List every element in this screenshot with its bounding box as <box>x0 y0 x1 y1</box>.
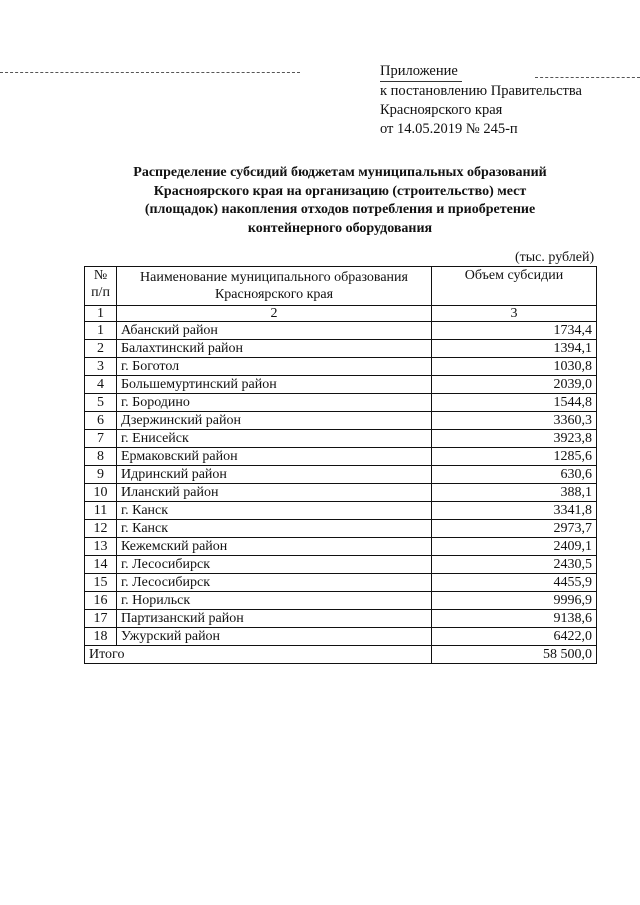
table-row <box>85 592 597 610</box>
table-row <box>85 520 597 538</box>
municipality-name: Ермаковский район <box>117 448 432 466</box>
table-row <box>85 412 597 430</box>
municipality-name: г. Боготол <box>117 358 432 376</box>
appendix-line: к постановлению Правительства <box>380 83 582 99</box>
table-row <box>85 556 597 574</box>
municipality-name: Кежемский район <box>117 538 432 556</box>
table-row <box>85 628 597 646</box>
municipality-name: Балахтинский район <box>117 340 432 358</box>
municipality-name: г. Бородино <box>117 394 432 412</box>
row-number: 17 <box>85 610 117 628</box>
subsidy-amount: 9996,9 <box>432 592 597 610</box>
table-row <box>85 574 597 592</box>
table-row <box>85 502 597 520</box>
row-number: 8 <box>85 448 117 466</box>
table-row <box>85 358 597 376</box>
subsidy-amount: 6422,0 <box>432 628 597 646</box>
subsidy-amount: 1734,4 <box>432 322 597 340</box>
row-number: 12 <box>85 520 117 538</box>
subsidy-amount: 3341,8 <box>432 502 597 520</box>
appendix-date-number: от 14.05.2019 № 245-п <box>380 121 518 137</box>
subsidy-amount: 3923,8 <box>432 430 597 448</box>
subsidy-amount: 3360,3 <box>432 412 597 430</box>
appendix-block <box>380 62 582 139</box>
row-number: 15 <box>85 574 117 592</box>
municipality-name: г. Норильск <box>117 592 432 610</box>
title-line: (площадок) накопления отходов потребления и приобретение <box>144 202 536 217</box>
title-line: Красноярского края на организацию (строительство) мест <box>153 183 527 199</box>
appendix-line: Красноярского края <box>380 102 503 118</box>
row-number: 4 <box>85 376 117 394</box>
municipality-name: г. Канск <box>117 520 432 538</box>
total-row <box>85 646 597 664</box>
column-index: 2 <box>117 306 432 322</box>
municipality-name: Иланский район <box>117 484 432 502</box>
document-title <box>100 164 580 238</box>
municipality-name: г. Лесосибирск <box>117 556 432 574</box>
table-row <box>85 322 597 340</box>
row-number: 11 <box>85 502 117 520</box>
row-number: 18 <box>85 628 117 646</box>
subsidy-amount: 1285,6 <box>432 448 597 466</box>
table-row <box>85 376 597 394</box>
subsidy-amount: 2039,0 <box>432 376 597 394</box>
row-number: 5 <box>85 394 117 412</box>
row-number: 3 <box>85 358 117 376</box>
subsidy-amount: 2430,5 <box>432 556 597 574</box>
header-amount: Объем субсидии <box>432 267 597 306</box>
row-number: 14 <box>85 556 117 574</box>
table-row <box>85 448 597 466</box>
table-row <box>85 430 597 448</box>
title-line: Распределение субсидий бюджетам муниципальных образований <box>133 165 547 180</box>
table-row <box>85 394 597 412</box>
row-number: 9 <box>85 466 117 484</box>
title-line: контейнерного оборудования <box>247 220 433 236</box>
municipality-name: Идринский район <box>117 466 432 484</box>
subsidy-amount: 388,1 <box>432 484 597 502</box>
subsidy-amount: 9138,6 <box>432 610 597 628</box>
total-label: Итого <box>85 646 432 664</box>
row-number: 16 <box>85 592 117 610</box>
subsidy-amount: 1394,1 <box>432 340 597 358</box>
municipality-name: г. Канск <box>117 502 432 520</box>
municipality-name: г. Енисейск <box>117 430 432 448</box>
table-row <box>85 610 597 628</box>
subsidy-amount: 1030,8 <box>432 358 597 376</box>
subsidy-amount: 4455,9 <box>432 574 597 592</box>
row-number: 1 <box>85 322 117 340</box>
row-number: 13 <box>85 538 117 556</box>
column-index: 3 <box>432 306 597 322</box>
units-note: (тыс. рублей) <box>515 250 595 265</box>
appendix-heading: Приложение <box>380 62 462 82</box>
column-index-row <box>85 306 597 322</box>
row-number: 10 <box>85 484 117 502</box>
municipality-name: Большемуртинский район <box>117 376 432 394</box>
table-header-row <box>85 267 597 306</box>
row-number: 2 <box>85 340 117 358</box>
subsidy-amount: 2973,7 <box>432 520 597 538</box>
header-municipality: Наименование муниципального образования Красноярского края <box>117 267 432 306</box>
scan-artifact-line <box>0 72 300 73</box>
row-number: 6 <box>85 412 117 430</box>
column-index: 1 <box>85 306 117 322</box>
table-row <box>85 466 597 484</box>
subsidy-amount: 1544,8 <box>432 394 597 412</box>
municipality-name: Партизанский район <box>117 610 432 628</box>
municipality-name: Абанский район <box>117 322 432 340</box>
table-row <box>85 538 597 556</box>
table-body <box>85 322 597 646</box>
table-row <box>85 484 597 502</box>
municipality-name: Ужурский район <box>117 628 432 646</box>
header-number: № п/п <box>85 267 117 306</box>
subsidy-amount: 630,6 <box>432 466 597 484</box>
subsidy-table <box>84 266 597 664</box>
municipality-name: Дзержинский район <box>117 412 432 430</box>
municipality-name: г. Лесосибирск <box>117 574 432 592</box>
total-amount: 58 500,0 <box>432 646 597 664</box>
table-row <box>85 340 597 358</box>
row-number: 7 <box>85 430 117 448</box>
subsidy-amount: 2409,1 <box>432 538 597 556</box>
